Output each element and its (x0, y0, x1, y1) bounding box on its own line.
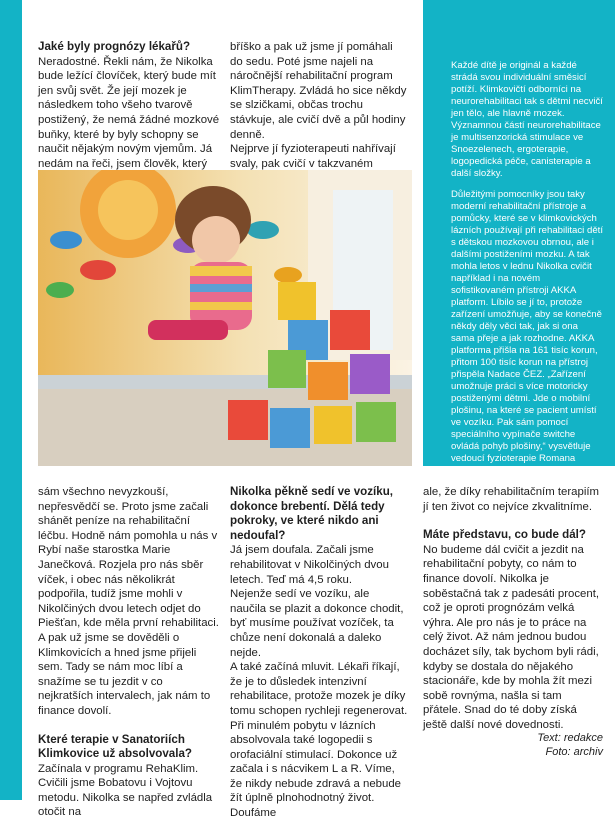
paragraph: ale, že díky rehabilitačním terapiím jí ten život co nejvíce zkvalitníme. (423, 486, 599, 513)
paragraph: A také začíná mluvit. Lékaři říkají, že je to důsledek intenzivní rehabilitace, protože mozek je díky tomu schopen rychleji regenerovat. Při minulém pobytu v lázních absolvovala také logopedii s orofaciální stimulací. Dokonce už začala i s nácvikem L a R. Víme, že nikdy nebude zdravá a nebude žít úplně plnohodnotný život. Doufáme (230, 661, 408, 820)
article-credits (537, 731, 603, 759)
paragraph: Začínala v programu RehaKlim. Cvičili jsme Bobatovu i Vojtovu metodu. Nikolka se napřed zvládla otočit na (38, 762, 213, 819)
photo-credit: Foto: archiv (545, 746, 603, 758)
info-sidebar-box (423, 0, 615, 476)
section-heading: Jaké byly prognózy lékařů? (38, 40, 191, 53)
paragraph: Nejprve jí fyzioterapeuti nahřívají svaly, pak cvičí v takzvaném (230, 143, 396, 170)
article-photo (38, 170, 412, 466)
article-column-bottom-right (423, 485, 601, 733)
sidebar-paragraph: Důležitými pomocníky jsou taky moderní rehabilitační přístroje a pomůcky, které se v klimkovických lázních používají při rehabilitaci dětí s dětskou mozkovou obrnou, ale i dalšími postiženími mozku. A tak mohla letos v lednu Nikolka cvičit například i na novém sofistikovaném přístroji AKKA platform. Líbilo se jí to, protože zařízení umožňuje, aby se konečně někdy děly věci tak, jak si ona sama přeje a jak rozhodne. AKKA platforma přišla na 161 tisíc korun, přitom 100 tisíc korun na přístroj přispěla Nadace ČEZ. „Zařízení umožnuje práci s více motoricky postiženými dětmi. Jde o mobilní plošinu, na které se pacient umístí ve vozíku. Pak sám pomocí speciálního vypínače switche ovládá pohyb plošiny,“ vysvětluje vedoucí fyzioterapie Romana Holáňová. (451, 189, 603, 476)
sidebar-paragraph: Každé dítě je originál a každé strádá svou individuální směsicí potíží. Klimkovičtí odborníci na neurorehabilitaci tak s dětmi necvičí jen tělo, ale hlavně mozek. Významnou částí neurorehabilitace je multisenzorická stimulace ve Snoezelenech, ergoterapie, logopedická péče, canisterapie a další složky. (451, 60, 603, 179)
article-column-top-middle (230, 40, 408, 186)
paragraph: bříško a pak už jsme jí pomáhali do sedu. Poté jsme najeli na náročnější rehabilitační program KlimTherapy. Zvládá ho sice někdy se slzičkami, občas trochu stávkuje, ale cvičí dvě a půl hodiny denně. (230, 41, 407, 141)
section-heading: Které terapie v Sanatoriích Klimkovice už absolvovala? (38, 732, 192, 761)
paragraph: No budeme dál cvičit a jezdit na rehabilitační pobyty, co nám to finance dovolí. Nikolka je soběstačná tak z padesáti procent, což je oproti prognózám velká výhra. Ale pro nás je to práce na celý život. Až nám jednou budou docházet síly, tak bychom byli rádi, kdyby se dostala do nějakého stacionáře, kde by mohla žít mezi sobě rovnýma, našla si tam přátele. Snad do té doby získá ještě další nové dovednosti. (423, 543, 600, 731)
section-heading: Máte představu, co bude dál? (423, 528, 586, 542)
paragraph: Já jsem doufala. Začali jsme rehabilitovat v Nikolčiných dvou letech. Teď má 4,5 roku. (230, 544, 389, 586)
paragraph: Neradostné. Řekli nám, že Nikolka bude ležící človíček, který bude mít jen svůj svět. Že její mozek je následkem toho všeho tvarově postižený, že nemá žádné mozkové buňky, které by byly schopny se naučit nějakým novým vjemům. Já nedám na řeči, jsem člověk, který (38, 55, 220, 170)
paragraph: sám všechno nevyzkouší, nepřesvědčí se. Proto jsme začali shánět peníze na rehabilitační léčbu. Hodně nám pomohla u nás v Rybí naše starostka Marie Janečková. Rozjela pro nás sběr víček, i obec nás několikrát podpořila, tudíž jsme mohli v Nikolčiných dvou letech odjet do Piešťan, kde měla první rehabilitaci. A pak už jsme se dověděli o Klimkovicích a hned jsme přijeli sem. Tady se nám moc líbí a snažíme se tu jezdit v co nejkratších intervalech, jak nám to finance dovolí. (38, 486, 219, 717)
article-column-bottom-middle (230, 485, 408, 821)
article-column-top-left (38, 40, 220, 186)
paragraph: Nejenže sedí ve vozíku, ale naučila se plazit a dokonce chodit, byť musíme používat vozíček, ta chůze není dokonalá a daleko nejde. (230, 588, 404, 659)
section-heading: Nikolka pěkně sedí ve vozíku, dokonce brebentí. Dělá tedy pokroky, ve které nikdo ani nedoufal? (230, 485, 394, 542)
text-credit: Text: redakce (537, 732, 603, 744)
left-accent-bar (0, 0, 22, 800)
photo-illustration (38, 170, 412, 466)
article-column-bottom-left (38, 485, 220, 820)
